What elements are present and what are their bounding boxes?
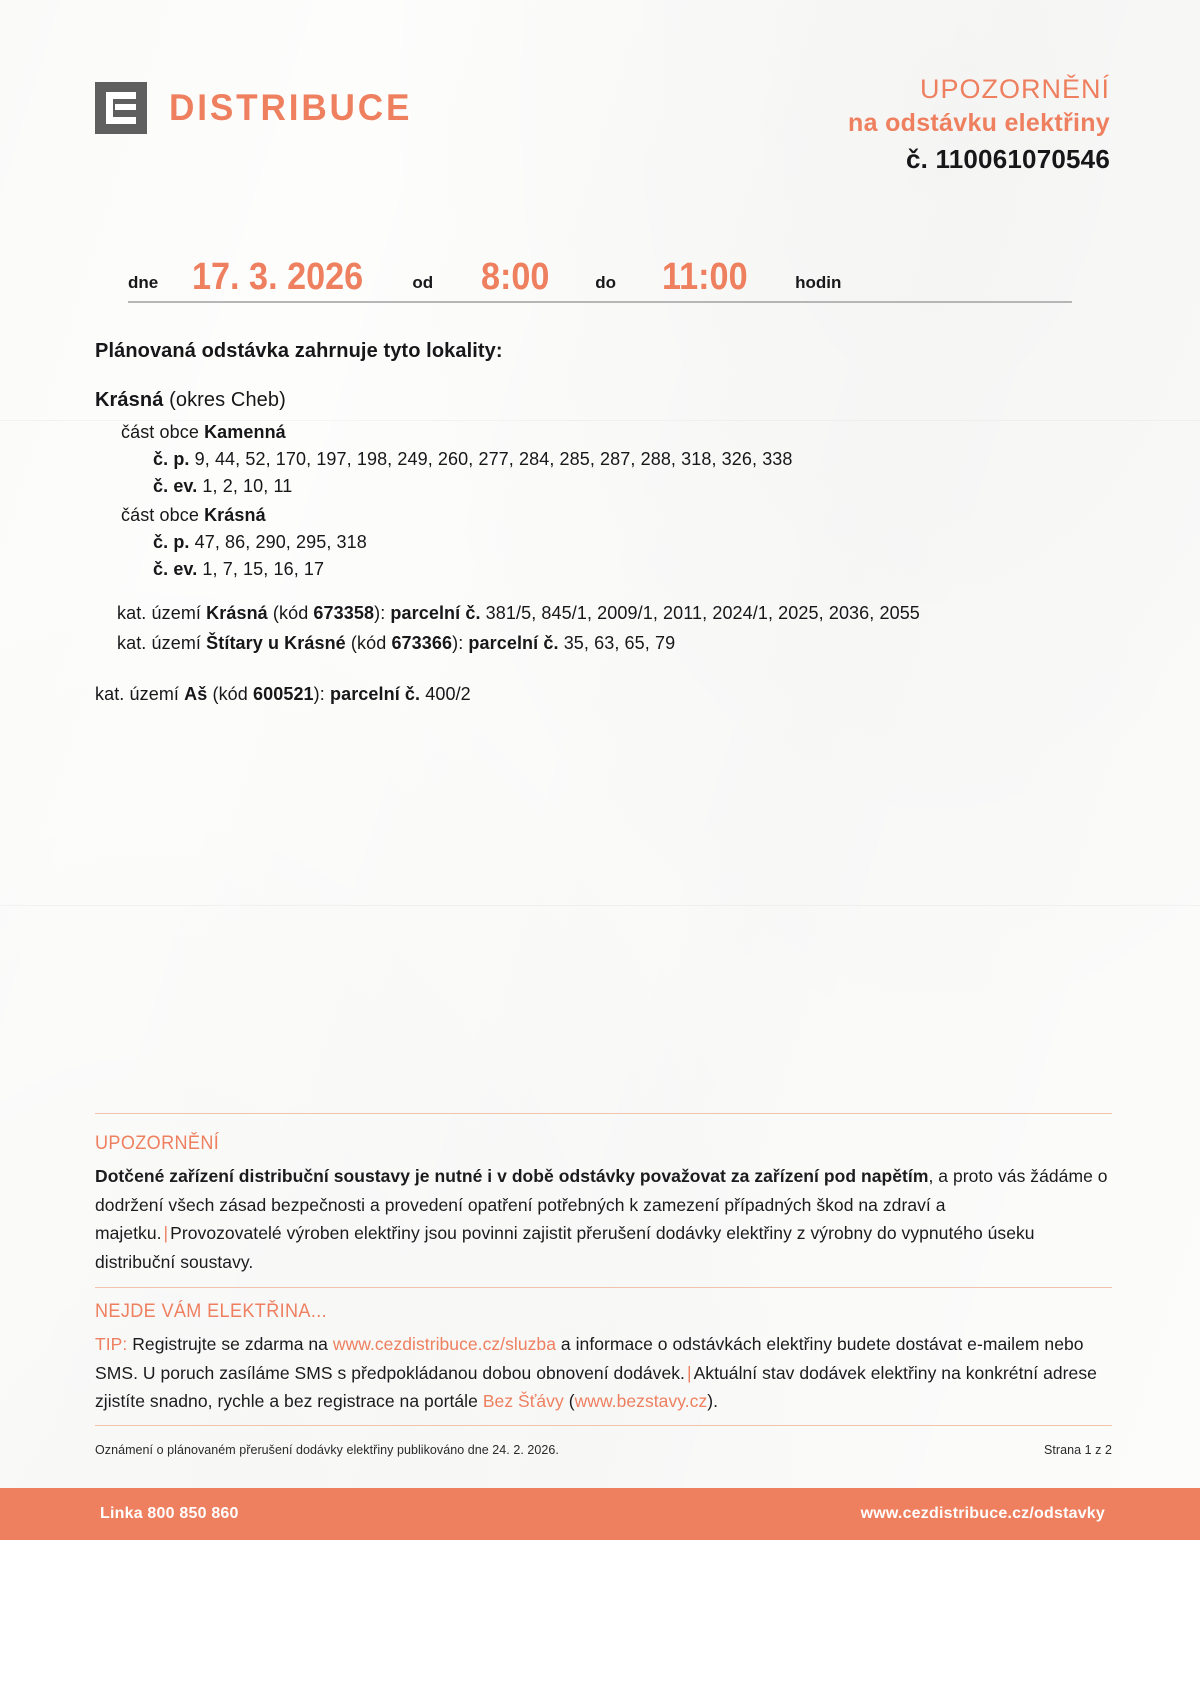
parcel-numbers: 400/2 [425, 683, 471, 704]
tip-text-1: Registrujte se zdarma na [132, 1334, 328, 1354]
cadastral-code: 600521 [253, 683, 314, 704]
cp-numbers: 47, 86, 290, 295, 318 [194, 531, 367, 552]
warning-bold-text: Dotčené zařízení distribuční soustavy je nutné i v době odstávky považovat za zařízení pod napětím [95, 1166, 929, 1186]
cadastral-code: 673358 [313, 603, 375, 624]
localities-section [95, 340, 1110, 709]
parcel-numbers: 381/5, 845/1, 2009/1, 2011, 2024/1, 2025, 2036, 2055 [485, 603, 920, 624]
cadastral-prefix: kat. území [95, 683, 180, 704]
tip-text-3: Aktuální stav dodávek elektřiny na konkrétní adrese zjistíte snadno, rychle a bez registrace na portále [95, 1362, 1097, 1412]
schedule-to-label: do [595, 273, 617, 292]
parcel-label: parcelní č. [390, 603, 481, 624]
notice-subtitle: na odstávku elektřiny [848, 108, 1110, 137]
localities-heading: Plánovaná odstávka zahrnuje tyto lokality: [95, 340, 503, 362]
portal-name: Bez Šťávy [482, 1391, 564, 1412]
parcel-label: parcelní č. [329, 683, 421, 704]
cadastral-prefix: kat. území [117, 632, 202, 653]
cp-label: č. p. [153, 531, 190, 552]
warning-text-1: , a proto vás žádáme o dodržení všech zásad bezpečnosti a provedení opatření potřebných k zamezení případných škod na zdraví a majetku. [95, 1166, 1108, 1244]
municipality-line [95, 389, 1110, 412]
cev-label: č. ev. [153, 476, 198, 497]
tip-block [95, 1301, 1112, 1416]
divider-above-tip [95, 1287, 1112, 1288]
schedule-from-label: od [412, 273, 434, 292]
footer-phone: Linka 800 850 860 [100, 1505, 239, 1522]
schedule-time-to: 11:00 [662, 256, 748, 298]
cadastral-name: Aš [184, 683, 208, 704]
cadastral-prefix: kat. území [117, 603, 202, 624]
cev-line [153, 556, 1110, 583]
part-prefix: část obce [121, 504, 199, 525]
tip-title: NEJDE VÁM ELEKTŘINA... [95, 1301, 328, 1322]
cev-line [153, 473, 1110, 500]
divider-above-warning [95, 1113, 1112, 1114]
warning-separator: | [163, 1223, 169, 1244]
schedule-date-value: 17. 3. 2026 [192, 256, 364, 298]
cadastral-code-open: (kód [212, 683, 248, 704]
cadastral-name: Štítary u Krásné [206, 632, 346, 653]
footer-website[interactable]: www.cezdistribuce.cz/odstavky [860, 1505, 1105, 1522]
part-name: Kamenná [204, 422, 286, 442]
tip-label: TIP: [95, 1334, 128, 1354]
divider-above-footnote [95, 1425, 1112, 1426]
cadastral-code-open: (kód [272, 603, 309, 624]
locality-part [95, 505, 1110, 584]
part-name-line [121, 422, 1110, 443]
cadastral-area-separate-line [95, 680, 1110, 709]
cev-numbers: 1, 2, 10, 11 [202, 476, 293, 497]
tip-separator: | [686, 1362, 692, 1383]
cadastral-code-close: ): [374, 603, 386, 624]
cp-label: č. p. [153, 449, 190, 469]
notice-header-right [848, 72, 1110, 177]
page-number: Strana 1 z 2 [1043, 1443, 1112, 1457]
parcel-label: parcelní č. [468, 632, 559, 653]
footer-bar [0, 1488, 1200, 1540]
schedule-time-from: 8:00 [481, 256, 550, 298]
warning-block [95, 1133, 1112, 1276]
warning-title: UPOZORNĚNÍ [95, 1133, 220, 1154]
cadastral-code-close: ): [313, 683, 325, 704]
cev-numbers: 1, 7, 15, 16, 17 [202, 559, 325, 580]
schedule-hours-label: hodin [795, 273, 842, 292]
schedule-day-label: dne [128, 273, 159, 292]
locality-part [95, 422, 1110, 501]
outage-schedule-strip [128, 240, 1072, 303]
footnote-row [95, 1443, 1112, 1457]
cez-e-logo-icon [95, 82, 147, 134]
paren-close: ). [707, 1391, 719, 1412]
cev-label: č. ev. [153, 559, 198, 580]
notice-number: č. 110061070546 [906, 144, 1110, 175]
part-name: Krásná [204, 504, 266, 525]
paren-open: ( [568, 1391, 575, 1412]
warning-text-2: Provozovatelé výroben elektřiny jsou povinni zajistit přerušení dodávky elektřiny z výrobny do vypnutého úseku distribuční soustavy. [95, 1223, 1035, 1272]
page-bottom-margin [0, 1540, 1200, 1696]
part-name-line [121, 505, 1110, 526]
parcel-numbers: 35, 63, 65, 79 [563, 632, 676, 653]
cadastral-name: Krásná [206, 603, 268, 624]
tip-body [95, 1330, 1112, 1416]
cadastral-area-line [117, 629, 1110, 658]
brand-lockup [95, 82, 425, 134]
cadastral-code: 673366 [391, 632, 453, 653]
cp-line [153, 529, 1110, 556]
cp-line [153, 446, 1110, 473]
part-prefix: část obce [121, 422, 199, 442]
warning-body [95, 1162, 1112, 1276]
cadastral-area-line [117, 599, 1110, 628]
cp-numbers: 9, 44, 52, 170, 197, 198, 249, 260, 277, 284, 285, 287, 288, 318, 326, 338 [194, 449, 793, 469]
bezstavy-link[interactable]: www.bezstavy.cz [574, 1391, 708, 1412]
municipality-name: Krásná [95, 389, 164, 411]
cadastral-code-open: (kód [350, 632, 387, 653]
municipality-district: (okres Cheb) [169, 389, 286, 411]
cezdistribuce-service-link[interactable]: www.cezdistribuce.cz/sluzba [332, 1334, 556, 1354]
brand-name: DISTRIBUCE [169, 87, 413, 128]
cadastral-code-close: ): [452, 632, 464, 653]
document-header [95, 72, 1110, 192]
tip-text-2: a informace o odstávkách elektřiny budete dostávat e-mailem nebo SMS. U poruch zasíláme SMS s předpokládanou dobou obnovení dodávek. [95, 1334, 1084, 1383]
publication-note: Oznámení o plánovaném přerušení dodávky elektřiny publikováno dne 24. 2. 2026. [95, 1443, 559, 1457]
notice-word: UPOZORNĚNÍ [919, 74, 1110, 104]
